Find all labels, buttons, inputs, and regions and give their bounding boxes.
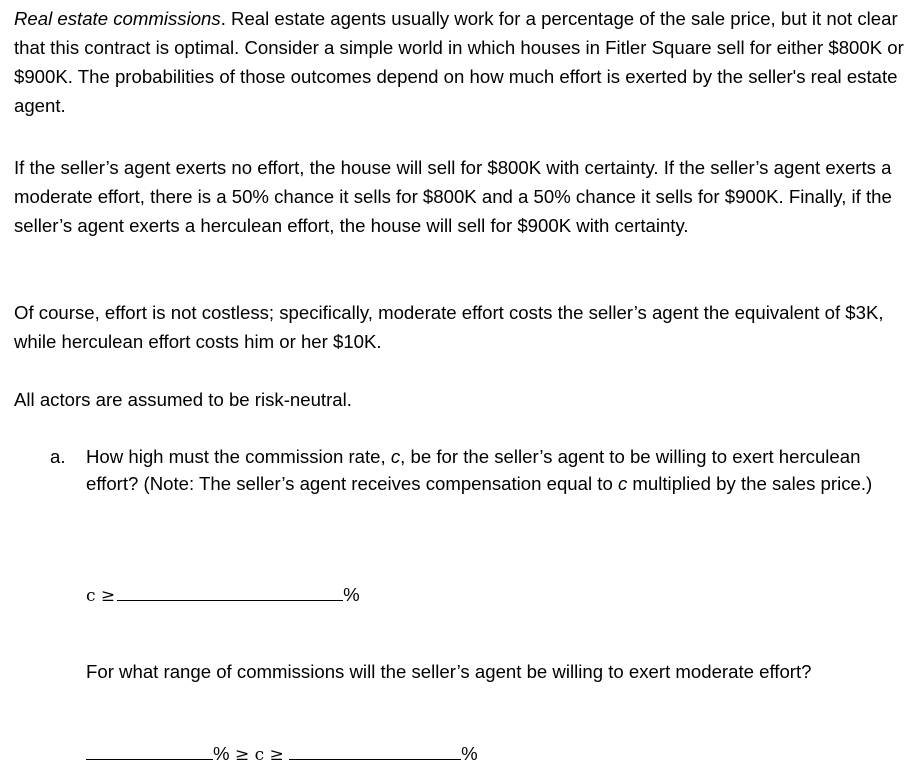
- question-a-part-3: multiplied by the sales price.): [627, 472, 873, 494]
- commission-variable: c: [390, 446, 401, 467]
- effort-cost-paragraph: Of course, effort is not costless; specifically, moderate effort costs the seller’s agent the equivalent of $3K, while herculean effort costs him or her $10K.: [14, 302, 884, 352]
- answer-2-inequality: ≥ c ≥: [229, 745, 290, 765]
- question-a-letter: a.: [50, 446, 66, 467]
- intro-topic: Real estate commissions: [14, 8, 221, 29]
- question-a-part-1: How high must the commission rate,: [86, 446, 391, 467]
- answer-1-blank[interactable]: [117, 582, 343, 601]
- answer-2-upper-blank[interactable]: [86, 741, 213, 760]
- intro-paragraph: [14, 4, 904, 120]
- commission-variable-2: c: [617, 472, 628, 494]
- answer-2-unit-1: %: [213, 743, 230, 764]
- effort-outcomes-paragraph: If the seller’s agent exerts no effort, the house will sell for $800K with certainty. If the seller’s agent exerts a moderate effort, there is a 50% chance it sells for $800K and a 50% chance it sells for $900K. Finally, if the seller’s agent exerts a herculean effort, the house will sell for $900K with certainty.: [14, 157, 892, 236]
- answer-line-herculean: [86, 580, 360, 611]
- question-a-text: [86, 444, 906, 497]
- risk-neutral-paragraph: All actors are assumed to be risk-neutral.: [14, 389, 352, 410]
- answer-1-lhs: c ≥: [86, 586, 116, 606]
- question-moderate-range: For what range of commissions will the seller’s agent be willing to exert moderate effort?: [86, 661, 812, 682]
- question-a-part-2: , be for the seller’s agent to be willing to exert herculean effort? (Note: The seller’s agent receives compensation equal to: [86, 446, 861, 494]
- answer-2-unit-2: %: [461, 743, 478, 764]
- intro-body: Real estate agents usually work for a percentage of the sale price, but it not clear that this contract is optimal. Consider a simple world in which houses in Fitler Square sell for either $800K or $900K. The probabilities of those outcomes depend on how much effort is exerted by the seller's real estate agent.: [14, 8, 904, 116]
- answer-line-moderate: [86, 739, 478, 770]
- answer-2-lower-blank[interactable]: [289, 741, 461, 760]
- intro-lead-punct: .: [220, 8, 226, 29]
- answer-1-unit: %: [343, 584, 360, 605]
